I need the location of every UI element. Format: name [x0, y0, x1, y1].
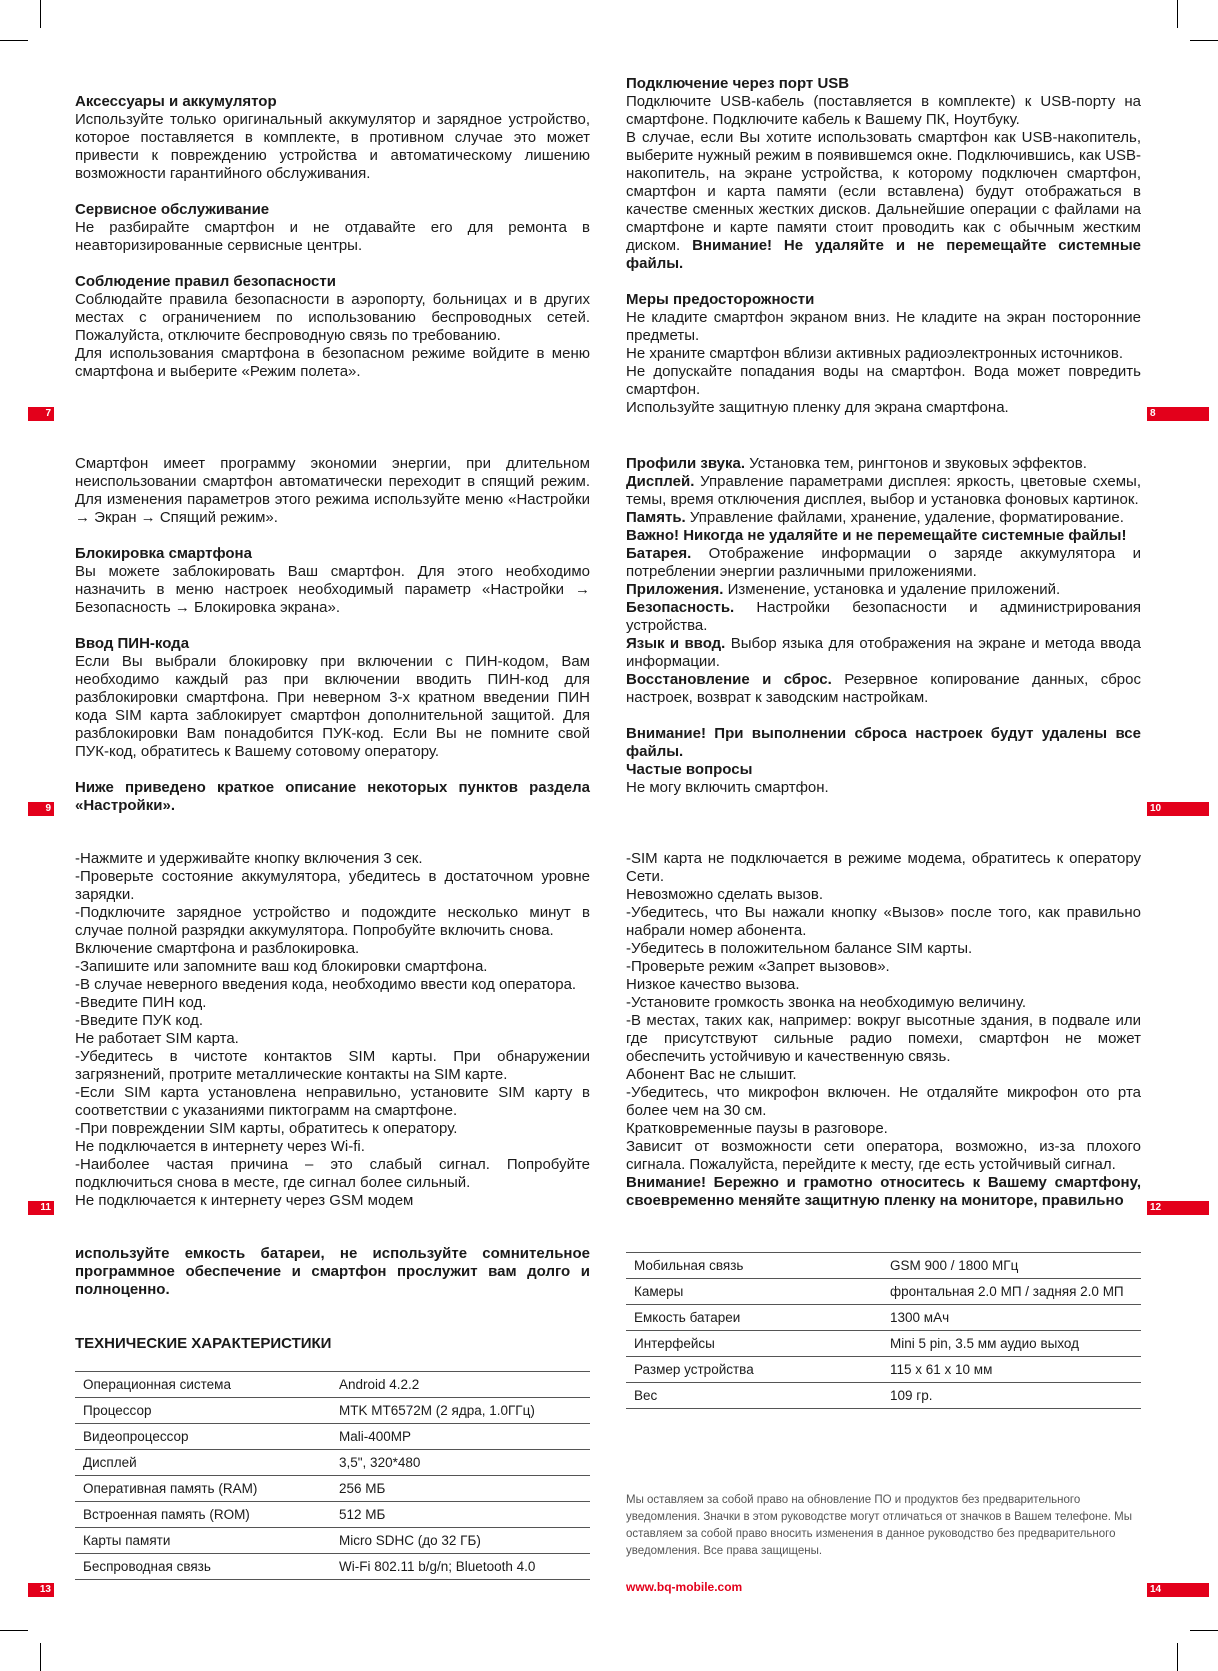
- spec-name: Емкость батареи: [626, 1305, 882, 1331]
- precaution-line: Не кладите смартфон экраном вниз. Не кладите на экран посторонние предметы.: [626, 309, 1141, 344]
- table-row: [75, 1528, 590, 1554]
- faq-line: -Нажмите и удерживайте кнопку включения 3 сек.: [75, 850, 423, 867]
- specs-title: ТЕХНИЧЕСКИЕ ХАРАКТЕРИСТИКИ: [75, 1335, 332, 1352]
- spec-value: 512 МБ: [331, 1502, 590, 1528]
- page-10: [626, 455, 1141, 797]
- spec-name: Размер устройства: [626, 1357, 882, 1383]
- spec-value: 1300 мАч: [882, 1305, 1141, 1331]
- spec-value: Mali-400MP: [331, 1424, 590, 1450]
- page-7: [75, 93, 590, 381]
- table-row: [626, 1357, 1141, 1383]
- precaution-line: Не храните смартфон вблизи активных радиоэлектронных источников.: [626, 345, 1124, 362]
- section-text: Используйте только оригинальный аккумулятор и зарядное устройство, которое поставляется в комплекте, в противном случае это может привести к повреждению устройства и автоматическому лишению возможности гарантийного обслуживания.: [75, 111, 590, 182]
- crop-mark: [0, 1630, 28, 1631]
- page-number-tab: 8: [1147, 407, 1209, 421]
- faq-line: Не подключается к интернету через GSM модем: [75, 1192, 414, 1209]
- faq-line: Зависит от возможности сети оператора, возможно, из-за плохого сигнала. Пожалуйста, перейдите к месту, где есть устойчивый сигнал.: [626, 1138, 1141, 1173]
- page-number-tab: 7: [28, 407, 54, 421]
- table-row: [75, 1476, 590, 1502]
- spec-name: Процессор: [75, 1398, 331, 1424]
- page-number-tab: 10: [1147, 802, 1209, 816]
- page-9: [75, 455, 590, 815]
- spec-name: Интерфейсы: [626, 1331, 882, 1357]
- spec-value: Android 4.2.2: [331, 1372, 590, 1398]
- page-14: [626, 1252, 1141, 1409]
- spec-value: GSM 900 / 1800 МГц: [882, 1253, 1141, 1279]
- section-title: Аксессуары и аккумулятор: [75, 93, 277, 110]
- table-row: [626, 1279, 1141, 1305]
- faq-line: -Введите ПИН код.: [75, 994, 207, 1011]
- faq-line: -Убедитесь, что Вы нажали кнопку «Вызов» после того, как правильно набрали номер абонента.: [626, 904, 1141, 939]
- faq-line: -В случае неверного введения кода, необходимо ввести код оператора.: [75, 976, 577, 993]
- settings-item: Важно! Никогда не удаляйте и не перемещайте системные файлы!: [626, 527, 1127, 544]
- spec-value: Mini 5 pin, 3.5 мм аудио выход: [882, 1331, 1141, 1357]
- spec-value: Micro SDHC (до 32 ГБ): [331, 1528, 590, 1554]
- spec-name: Оперативная память (RAM): [75, 1476, 331, 1502]
- faq-line: -Подключите зарядное устройство и подождите несколько минут в случае полной разрядки аккумулятора. Попробуйте включить снова.: [75, 904, 590, 939]
- page-number-tab: 11: [28, 1201, 54, 1215]
- crop-mark: [40, 1643, 41, 1671]
- table-row: [626, 1253, 1141, 1279]
- faq-line: -При повреждении SIM карты, обратитесь к оператору.: [75, 1120, 458, 1137]
- spec-name: Видеопроцессор: [75, 1424, 331, 1450]
- faq-line: Абонент Вас не слышит.: [626, 1066, 797, 1083]
- table-row: [75, 1502, 590, 1528]
- faq-line: Не работает SIM карта.: [75, 1030, 239, 1047]
- faq-line: Невозможно сделать вызов.: [626, 886, 823, 903]
- page-number-tab: 12: [1147, 1201, 1209, 1215]
- crop-mark: [1177, 0, 1178, 28]
- faq-line: -Проверьте режим «Запрет вызовов».: [626, 958, 890, 975]
- usb-paragraph: Подключите USB-кабель (поставляется в комплекте) к USB-порту на смартфоне. Подключите кабель к Вашему ПК, Ноутбуку.: [626, 93, 1141, 128]
- spec-name: Камеры: [626, 1279, 882, 1305]
- page-number-tab: 14: [1147, 1583, 1209, 1597]
- spec-name: Беспроводная связь: [75, 1554, 331, 1580]
- table-row: [75, 1450, 590, 1476]
- faq-line: -Введите ПУК код.: [75, 1012, 204, 1029]
- page-number-tab: 13: [28, 1583, 54, 1597]
- precaution-line: Используйте защитную пленку для экрана смартфона.: [626, 399, 1009, 416]
- faq-line: -Проверьте состояние аккумулятора, убедитесь в достаточном уровне зарядки.: [75, 868, 590, 903]
- page-12: [626, 850, 1141, 1210]
- spec-value: MTK MT6572M (2 ядра, 1.0ГГц): [331, 1398, 590, 1424]
- spec-name: Дисплей: [75, 1450, 331, 1476]
- faq-line: -Наиболее частая причина – это слабый сигнал. Попробуйте подключиться снова в месте, где сигнал более сильный.: [75, 1156, 590, 1191]
- page-8: [626, 75, 1141, 417]
- settings-item: Безопасность. Настройки безопасности и администрирования устройства.: [626, 599, 1141, 634]
- settings-item: Восстановление и сброс. Резервное копирование данных, сброс настроек, возврат к заводским настройкам.: [626, 671, 1141, 706]
- faq-line: Кратковременные паузы в разговоре.: [626, 1120, 888, 1137]
- crop-mark: [1190, 1630, 1218, 1631]
- spec-name: Вес: [626, 1383, 882, 1409]
- faq-line: -Убедитесь в чистоте контактов SIM карты. При обнаружении загрязнений, протрите металлические контакты на SIM карте.: [75, 1048, 590, 1083]
- usb-title: Подключение через порт USB: [626, 75, 850, 92]
- faq-line: -Запишите или запомните ваш код блокировки смартфона.: [75, 958, 488, 975]
- table-row: [75, 1424, 590, 1450]
- crop-mark: [0, 40, 28, 41]
- pin-title: Ввод ПИН-кода: [75, 635, 190, 652]
- care-continuation: используйте емкость батареи, не используйте сомнительное программное обеспечение и смартфон прослужит вам долго и полноценно.: [75, 1245, 590, 1298]
- section-text: Для использования смартфона в безопасном режиме войдите в меню смартфона и выберите «Режим полета».: [75, 345, 590, 380]
- settings-item: Профили звука. Установка тем, рингтонов и звуковых эффектов.: [626, 455, 1087, 472]
- usb-paragraph: В случае, если Вы хотите использовать смартфон как USB-накопитель, выберите нужный режим в появившемся окне. Подключившись, как USB-накопитель, на экране устройства, к которому подключен смартфон, смартфон и карта памяти (если вставлена) будут отображаться в качестве сменных жестких дисков. Дальнейшие операции с файлами на смартфоне и карте памяти стоит проводить как с обычным жестким диском. Внимание! Не удаляйте и не перемещайте системные файлы.: [626, 129, 1141, 272]
- page-13: [75, 1245, 590, 1580]
- spec-value: фронтальная 2.0 МП / задняя 2.0 МП: [882, 1279, 1141, 1305]
- settings-item: Батарея. Отображение информации о заряде аккумулятора и потреблении энергии различными приложениями.: [626, 545, 1141, 580]
- settings-item: Память. Управление файлами, хранение, удаление, форматирование.: [626, 509, 1124, 526]
- faq-line: -Убедитесь, что микрофон включен. Не отдаляйте микрофон ото рта более чем на 30 см.: [626, 1084, 1141, 1119]
- table-row: [626, 1331, 1141, 1357]
- energy-intro: Смартфон имеет программу экономии энергии, при длительном неиспользовании смартфон автоматически переходит в спящий режим. Для изменения параметров этого режима используйте меню «Настройки → Экран → Спящий режим».: [75, 455, 590, 526]
- section-title: Соблюдение правил безопасности: [75, 273, 336, 290]
- page-11: [75, 850, 590, 1210]
- faq-line: Не могу включить смартфон.: [626, 779, 829, 796]
- specs-table: [75, 1371, 590, 1580]
- faq-line: -SIM карта не подключается в режиме модема, обратитесь к оператору Сети.: [626, 850, 1141, 885]
- spec-value: 256 МБ: [331, 1476, 590, 1502]
- crop-mark: [1177, 1643, 1178, 1671]
- usb-warning: Внимание! Не удаляйте и не перемещайте системные файлы.: [626, 237, 1141, 272]
- lock-text: Вы можете заблокировать Ваш смартфон. Для этого необходимо назначить в меню настроек необходимый параметр «Настройки → Безопасность → Блокировка экрана».: [75, 563, 590, 616]
- reset-warning: Внимание! При выполнении сброса настроек будут удалены все файлы.: [626, 725, 1141, 760]
- section-title: Сервисное обслуживание: [75, 201, 270, 218]
- settings-item: Приложения. Изменение, установка и удаление приложений.: [626, 581, 1061, 598]
- spec-value: Wi-Fi 802.11 b/g/n; Bluetooth 4.0: [331, 1554, 590, 1580]
- settings-item: Дисплей. Управление параметрами дисплея: яркость, цветовые схемы, темы, время отключения дисплея, выбор и установка фоновых картинок.: [626, 473, 1141, 508]
- page-number-tab: 9: [28, 802, 54, 816]
- spec-name: Операционная система: [75, 1372, 331, 1398]
- table-row: [75, 1554, 590, 1580]
- spec-name: Мобильная связь: [626, 1253, 882, 1279]
- table-row: [626, 1383, 1141, 1409]
- table-row: [75, 1372, 590, 1398]
- settings-item: Язык и ввод. Выбор языка для отображения на экране и метода ввода информации.: [626, 635, 1141, 670]
- pin-text: Если Вы выбрали блокировку при включении с ПИН-кодом, Вам необходимо каждый раз при включении вводить ПИН-код для разблокировки смартфона. При неверном 3-х кратном введении ПИН кода SIM карта заблокирует смартфон дополнительной защитой. Для разблокировки Вам понадобится ПУК-код. Если Вы не помните свой ПУК-код, обратитесь к Вашему сотовому оператору.: [75, 653, 590, 760]
- section-text: Соблюдайте правила безопасности в аэропорту, больницах и в других местах с ограничением по использованию беспроводных сетей. Пожалуйста, отключите беспроводную связь по требованию.: [75, 291, 590, 344]
- spec-name: Карты памяти: [75, 1528, 331, 1554]
- website-link[interactable]: www.bq-mobile.com: [626, 1580, 743, 1594]
- table-row: [75, 1398, 590, 1424]
- spec-name: Встроенная память (ROM): [75, 1502, 331, 1528]
- table-row: [626, 1305, 1141, 1331]
- faq-line: Низкое качество вызова.: [626, 976, 800, 993]
- spec-value: 109 гр.: [882, 1383, 1141, 1409]
- specs-table: [626, 1252, 1141, 1409]
- crop-mark: [40, 0, 41, 28]
- faq-title: Частые вопросы: [626, 761, 753, 778]
- care-warning: Внимание! Бережно и грамотно относитесь к Вашему смартфону, своевременно меняйте защитную пленку на мониторе, правильно: [626, 1174, 1141, 1209]
- crop-mark: [1190, 40, 1218, 41]
- spec-value: 3,5", 320*480: [331, 1450, 590, 1476]
- faq-line: -В местах, таких как, например: вокруг высотные здания, в подвале или где присутствуют сильные радио помехи, смартфон не может обеспечить устойчивую и качественную связь.: [626, 1012, 1141, 1065]
- faq-line: -Убедитесь в положительном балансе SIM карты.: [626, 940, 973, 957]
- faq-line: Не подключается в интернету через Wi-fi.: [75, 1138, 365, 1155]
- faq-line: Включение смартфона и разблокировка.: [75, 940, 360, 957]
- legal-notice: Мы оставляем за собой право на обновление ПО и продуктов без предварительного уведомления. Значки в этом руководстве могут отличаться от значков в Вашем телефоне. Мы оставляем за собой право вносить изменения в данное руководство без предварительного уведомления. Все права защищены.: [626, 1494, 1132, 1557]
- lock-title: Блокировка смартфона: [75, 545, 252, 562]
- section-text: Не разбирайте смартфон и не отдавайте его для ремонта в неавторизированные сервисные центры.: [75, 219, 590, 254]
- faq-line: -Если SIM карта установлена неправильно, установите SIM карту в соответствии с указаниями пиктограмм на смартфоне.: [75, 1084, 590, 1119]
- settings-heading: Ниже приведено краткое описание некоторых пунктов раздела «Настройки».: [75, 779, 590, 814]
- spec-value: 115 х 61 х 10 мм: [882, 1357, 1141, 1383]
- faq-line: -Установите громкость звонка на необходимую величину.: [626, 994, 1026, 1011]
- precaution-line: Не допускайте попадания воды на смартфон. Вода может повредить смартфон.: [626, 363, 1141, 398]
- precautions-title: Меры предосторожности: [626, 291, 815, 308]
